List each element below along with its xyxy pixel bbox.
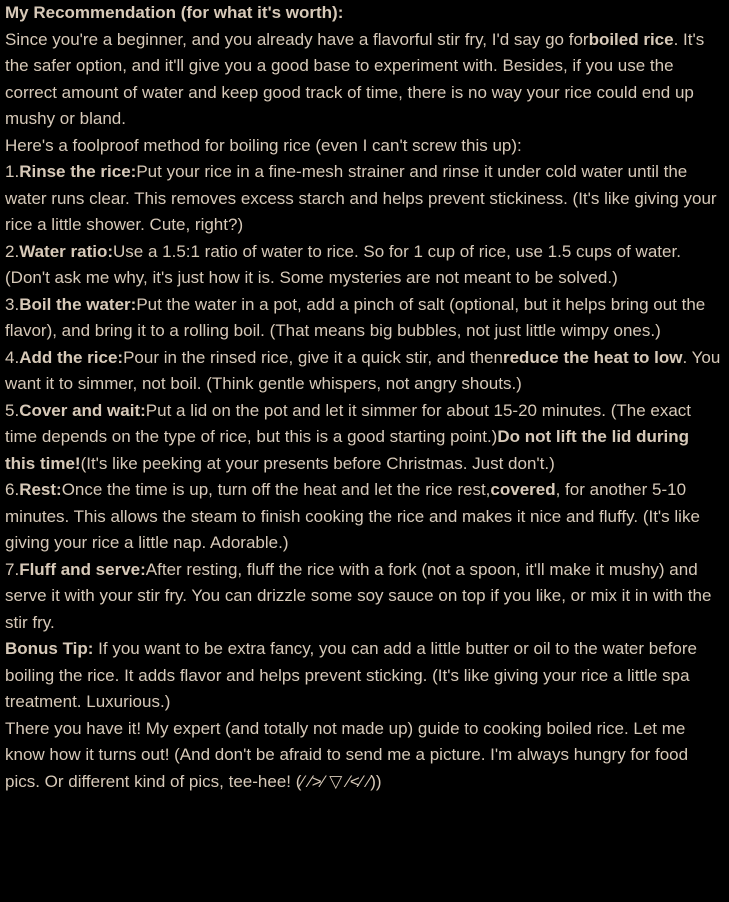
intro-text-after: . It's the safer option, and it'll give you a good base to experiment with. Besides, if you use the correct amount of water and keep good track of time, there is no way your rice could end up mushy or bland. xyxy=(5,29,705,128)
step-3 xyxy=(5,292,723,345)
step-title: Water ratio: xyxy=(19,241,114,261)
step-4 xyxy=(5,345,723,398)
method-intro: Here's a foolproof method for boiling rice (even I can't screw this up): xyxy=(5,135,522,155)
step-text: Put the water in a pot, add a pinch of salt (optional, but it helps bring out the flavor), and bring it to a rolling boil. (That means big bubbles, not just little wimpy ones.) xyxy=(5,294,706,340)
intro-paragraph xyxy=(5,27,723,133)
step-number: 6. xyxy=(5,480,20,499)
step-title: Rinse the rice: xyxy=(19,162,137,181)
step-1 xyxy=(5,159,723,239)
recommendation-heading: My Recommendation (for what it's worth): xyxy=(5,3,344,22)
step-number: 3. xyxy=(5,294,20,314)
step-number: 5. xyxy=(5,400,20,420)
step-text-cont: , for another 5-10 minutes. This allows the steam to finish cooking the rice and makes it nice and fluffy. (It's like giving your rice a little nap. Adorable.) xyxy=(5,480,700,552)
step-7 xyxy=(5,557,723,637)
bonus-tip xyxy=(5,636,723,716)
step-text: After resting, fluff the rice with a fork (not a spoon, it'll make it mushy) and serve it with your stir fry. You can drizzle some soy sauce on top if you like, or mix it in with the stir fry. xyxy=(5,559,712,632)
step-text: Put a lid on the pot and let it simmer for about 15-20 minutes. (The exact time depends on the type of rice, but this is a good starting point.) xyxy=(5,400,692,446)
bonus-title: Bonus Tip: xyxy=(5,639,94,658)
step-title: Rest: xyxy=(19,480,62,499)
step-text: Once the time is up, turn off the heat and let the rice rest, xyxy=(61,480,491,499)
step-text-cont: (It's like peeking at your presents before Christmas. Just don't.) xyxy=(80,453,555,473)
step-number: 2. xyxy=(5,241,20,261)
intro-bold: boiled rice xyxy=(588,29,674,49)
step-emphasis: Do not lift the lid during this time! xyxy=(5,427,690,473)
step-text: Put your rice in a fine-mesh strainer and rinse it under cold water until the water runs clear. This removes excess starch and helps prevent stickiness. (It's like giving your rice a little shower. Cute, right?) xyxy=(5,162,717,234)
step-emphasis: reduce the heat to low xyxy=(502,347,683,367)
step-title: Add the rice: xyxy=(19,347,124,367)
closing-paragraph: There you have it! My expert (and totally not made up) guide to cooking boiled rice. Let me know how it turns out! (And don't be afraid to send me a picture. I'm always hungry for food pics. Or different kind of pics, tee-hee! (⁄ ⁄>⁄ ▽ ⁄<⁄ ⁄)) xyxy=(5,718,689,791)
step-text-cont: . You want it to simmer, not boil. (Think gentle whispers, not angry shouts.) xyxy=(5,347,721,393)
step-title: Boil the water: xyxy=(19,294,137,314)
step-2 xyxy=(5,239,723,292)
step-title: Cover and wait: xyxy=(19,400,146,420)
step-5 xyxy=(5,398,723,478)
step-number: 1. xyxy=(5,162,20,181)
step-text: Use a 1.5:1 ratio of water to rice. So for 1 cup of rice, use 1.5 cups of water. (Don't ask me why, it's just how it is. Some mysteries are not meant to be solved.) xyxy=(5,241,681,287)
bonus-text: If you want to be extra fancy, you can add a little butter or oil to the water before boiling the rice. It adds flavor and helps prevent sticking. (It's like giving your rice a little spa treatment. Luxurious.) xyxy=(5,639,697,711)
step-6 xyxy=(5,477,723,557)
step-title: Fluff and serve: xyxy=(19,559,146,579)
step-emphasis: covered xyxy=(490,480,556,499)
step-number: 7. xyxy=(5,559,20,579)
step-number: 4. xyxy=(5,347,20,367)
intro-text-before: Since you're a beginner, and you already have a flavorful stir fry, I'd say go for xyxy=(5,29,589,49)
step-text: Pour in the rinsed rice, give it a quick stir, and then xyxy=(123,347,503,367)
